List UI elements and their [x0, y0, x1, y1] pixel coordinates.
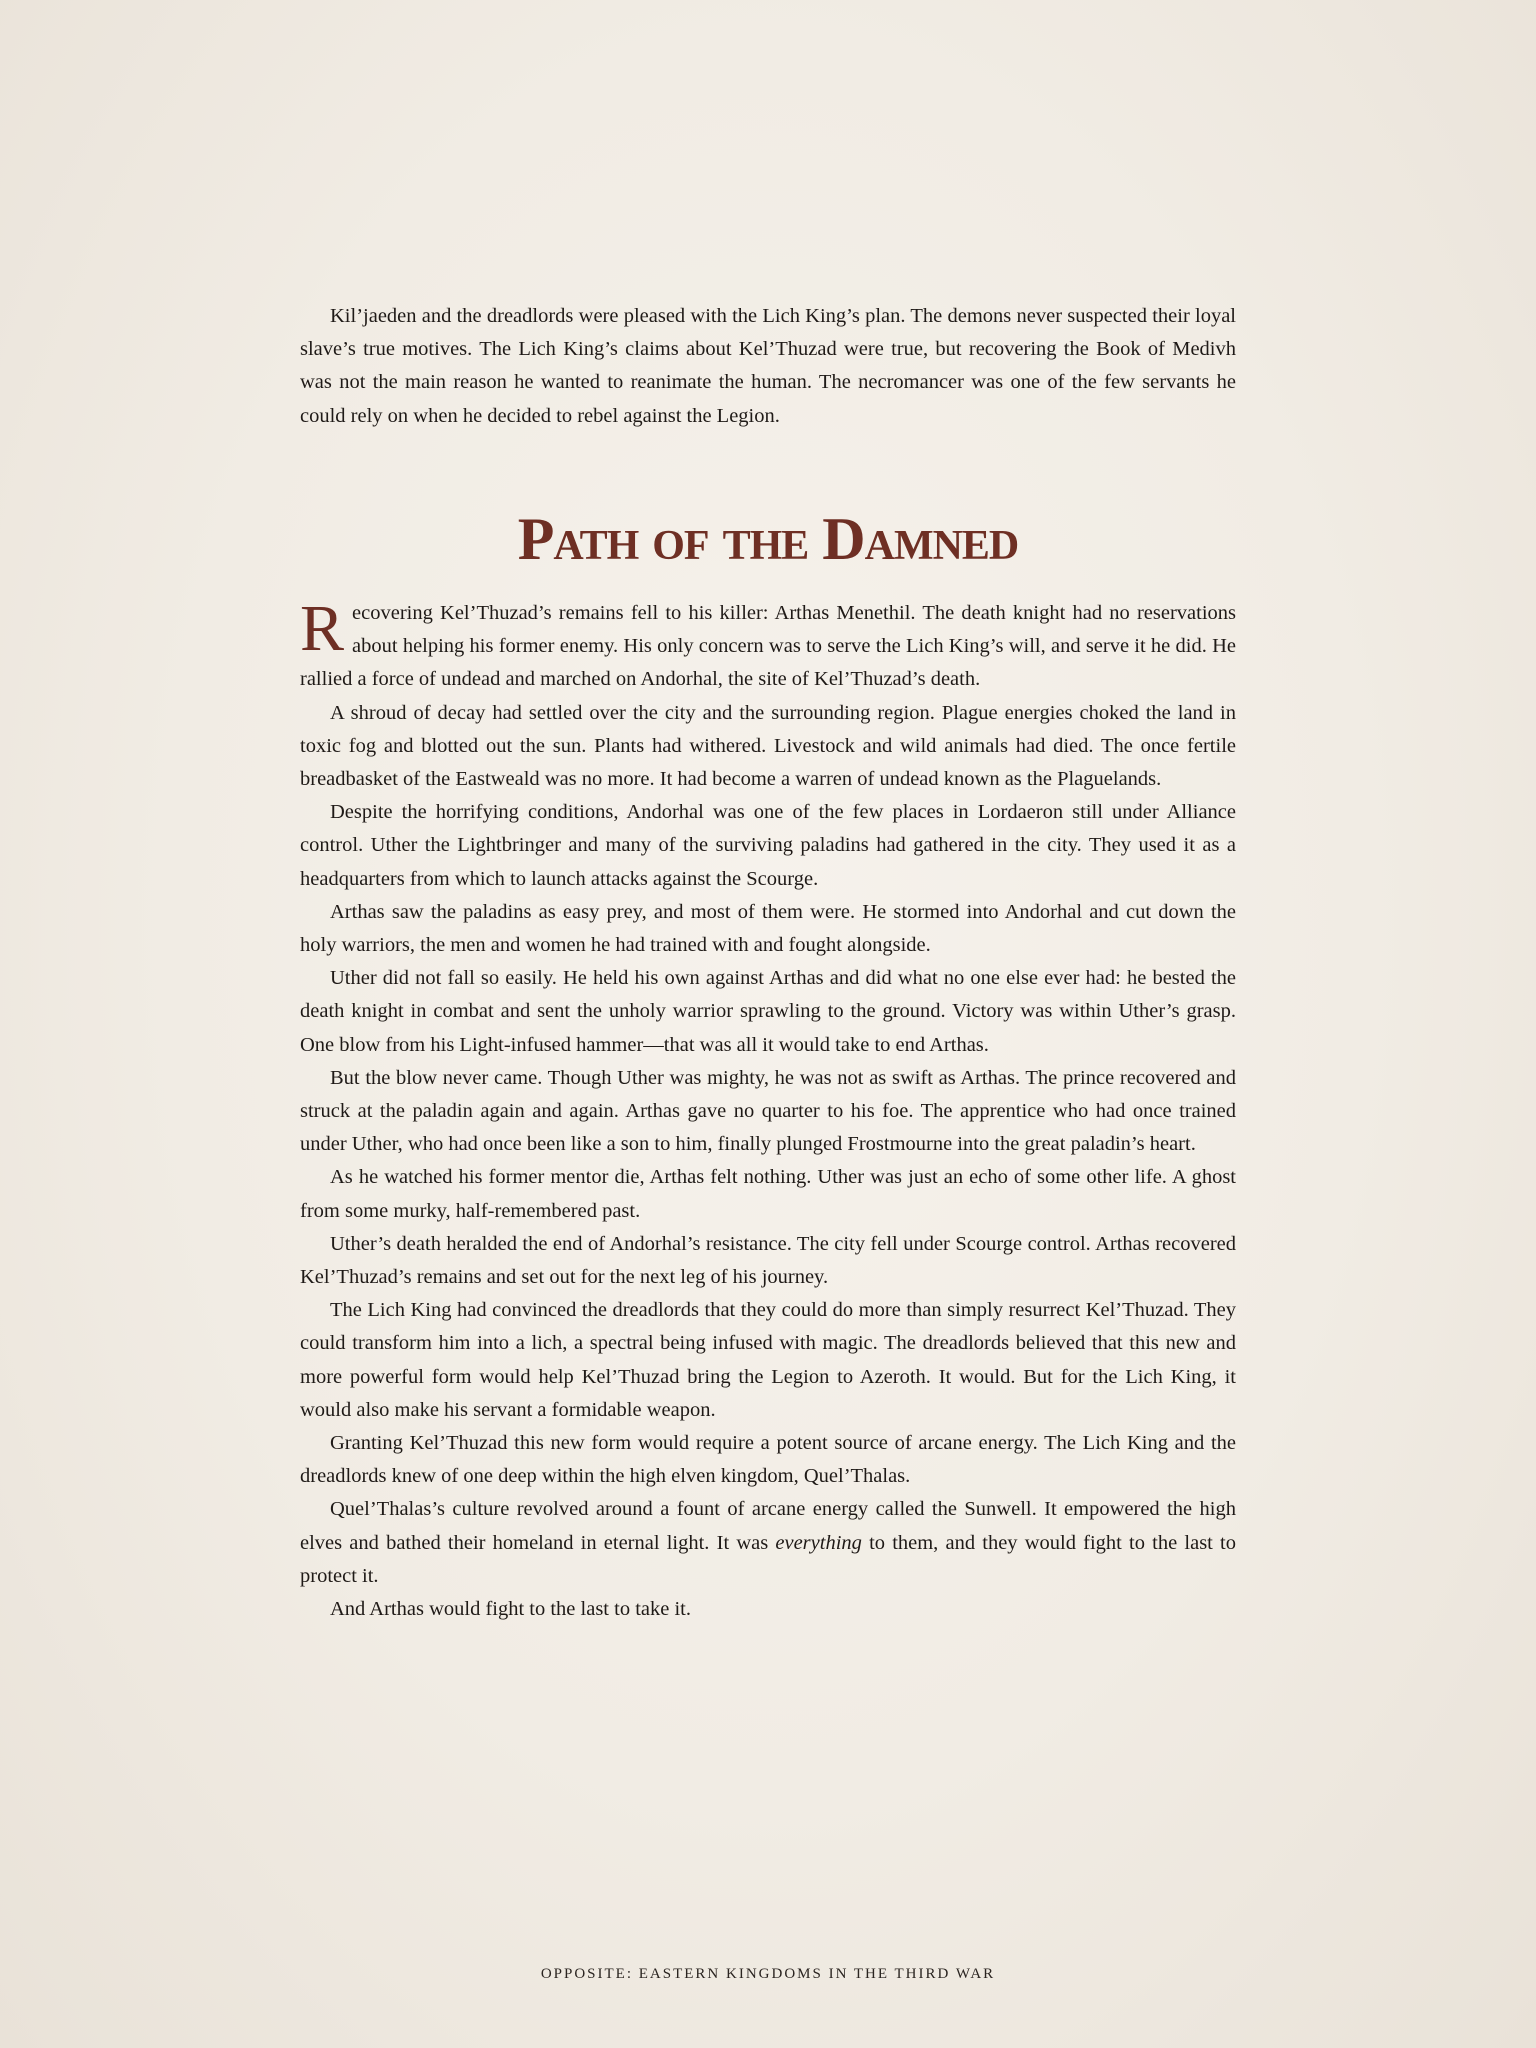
body-paragraph: But the blow never came. Though Uther was mighty, he was not as swift as Arthas. The prince recovered and struck at the paladin again and again. Arthas gave no quarter to his foe. The apprentice who had once trained under Uther, who had once been like a son to him, finally plunged Frostmourne into the great paladin’s heart.: [300, 1066, 1236, 1156]
body-paragraph: As he watched his former mentor die, Arthas felt nothing. Uther was just an echo of some other life. A ghost from some murky, half-remembered past.: [300, 1166, 1236, 1222]
sunwell-paragraph: [300, 1493, 1236, 1593]
intro-paragraph: Kil’jaeden and the dreadlords were pleased with the Lich King’s plan. The demons never suspected their loyal slave’s true motives. The Lich King’s claims about Kel’Thuzad were true, but recovering the Book of Medivh was not the main reason he wanted to reanimate the human. The necromancer was one of the few servants he could rely on when he decided to rebel against the Legion.: [300, 305, 1236, 427]
body-paragraph: Uther’s death heralded the end of Andorhal’s resistance. The city fell under Scourge control. Arthas recovered Kel’Thuzad’s remains and set out for the next leg of his journey.: [300, 1232, 1236, 1289]
body-paragraph: Arthas saw the paladins as easy prey, and most of them were. He stormed into Andorhal and cut down the holy warriors, the men and women he had trained with and fought alongside.: [300, 900, 1236, 957]
page-caption: OPPOSITE: EASTERN KINGDOMS IN THE THIRD WAR: [540, 1966, 996, 1982]
body-paragraph: Granting Kel’Thuzad this new form would require a potent source of arcane energy. The Lich King and the dreadlords knew of one deep within the high elven kingdom, Quel’Thalas.: [300, 1432, 1236, 1488]
drop-cap: R: [300, 592, 345, 665]
intro-section: [300, 300, 1236, 433]
body-paragraph: The Lich King had convinced the dreadlords that they could do more than simply resurrect Kel’Thuzad. They could transform him into a lich, a spectral being infused with magic. The dreadlords believed that this new and more powerful form would help Kel’Thuzad bring the Legion to Azeroth. It would. But for the Lich King, it would also make his servant a formidable weapon.: [300, 1299, 1236, 1421]
chapter-body: [300, 592, 1236, 1626]
body-paragraph: Despite the horrifying conditions, Andorhal was one of the few places in Lordaeron still under Alliance control. Uther the Lightbringer and many of the surviving paladins had gathered in the city. They used it as a headquarters from which to launch attacks against the Scourge.: [300, 801, 1236, 890]
emphasis-text: everything: [775, 1531, 862, 1554]
paragraph-text: to them, and they would fight to the last to protect it.: [300, 1531, 1236, 1587]
body-paragraph: Uther did not fall so easily. He held his own against Arthas and did what no one else ever had: he bested the death knight in combat and sent the unholy warrior sprawling to the ground. Victory was within Uther’s grasp. One blow from his Light-infused hammer—that was all it would take to end Arthas.: [300, 967, 1236, 1056]
body-paragraph: [300, 592, 1236, 697]
closing-paragraph: And Arthas would fight to the last to take it.: [330, 1598, 691, 1621]
section-title: Path of the Damned: [517, 506, 1019, 572]
paragraph-text: ecovering Kel’Thuzad’s remains fell to his killer: Arthas Menethil. The death knight had no reservations about helping his former enemy. His only concern was to serve the Lich King’s will, and serve it he did. He rallied a force of undead and marched on Andorhal, the site of Kel’Thuzad’s death.: [300, 602, 1236, 691]
paragraph-text: Quel’Thalas’s culture revolved around a fount of arcane energy called the Sunwell. It empowered the high elves and bathed their homeland in eternal light. It was: [300, 1498, 1236, 1554]
body-paragraph: A shroud of decay had settled over the city and the surrounding region. Plague energies choked the land in toxic fog and blotted out the sun. Plants had withered. Livestock and wild animals had died. The once fertile breadbasket of the Eastweald was no more. It had become a warren of undead known as the Plaguelands.: [300, 701, 1236, 791]
